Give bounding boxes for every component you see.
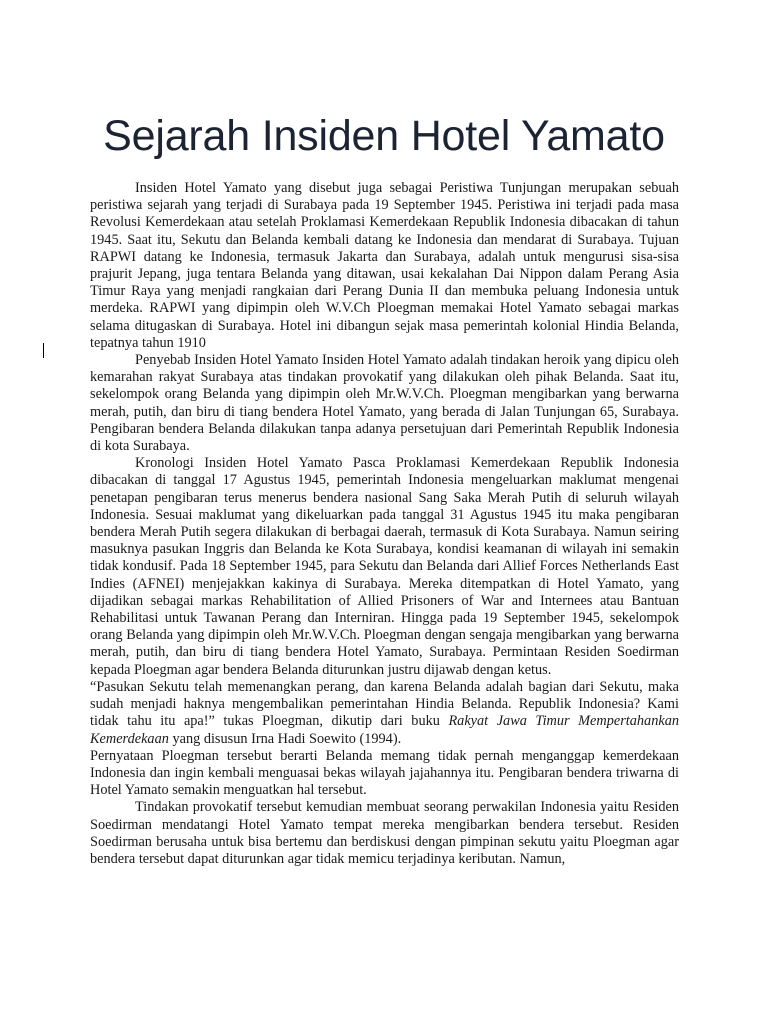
book-title: Rakyat Jawa Timur Mempertahankan Kemerdekaan [90, 713, 679, 747]
paragraph-intro: Insiden Hotel Yamato yang disebut juga sebagai Peristiwa Tunjungan merupakan sebuah peristiwa sejarah yang terjadi di Surabaya pada 19 September 1945. Peristiwa ini terjadi pada masa Revolusi Kemerdekaan atau setelah Proklamasi Kemerdekaan Republik Indonesia dibacakan di tahun 1945. Saat itu, Sekutu dan Belanda kembali datang ke Indonesia dan mendarat di Surabaya. Tujuan RAPWI datang ke Indonesia, termasuk Jakarta dan Surabaya, adalah untuk mengurusi sisa-sisa prajurit Jepang, juga tentara Belanda yang ditawan, usai kekalahan Dai Nippon dalam Perang Asia Timur Raya yang menjadi rangkaian dari Perang Dunia II dan membuka peluang Indonesia untuk merdeka. RAPWI yang dipimpin oleh W.V.Ch Ploegman memakai Hotel Yamato sebagai markas selama ditugaskan di Surabaya. Hotel ini dibangun sejak masa pemerintah kolonial Hindia Belanda, tepatnya tahun 1910 [90, 180, 679, 351]
paragraph-statement: Pernyataan Ploegman tersebut berarti Belanda memang tidak pernah menganggap kemerdekaan Indonesia dan ingin kembali menguasai bekas wilayah jajahannya itu. Pengibaran bendera triwarna di Hotel Yamato semakin menguatkan hal tersebut. [90, 747, 679, 799]
text-cursor [43, 343, 44, 358]
quote-text: “Pasukan Sekutu telah memenangkan perang, dan karena Belanda adalah bagian dari Sekutu, maka sudah menjadi haknya mengembalikan pemerintahan Hindia Belanda. Republik Indonesia? Kami tidak tahu itu apa!” tukas Ploegman, dikutip dari buku [90, 678, 679, 730]
paragraph-chronology: Kronologi Insiden Hotel Yamato Pasca Proklamasi Kemerdekaan Republik Indonesia dibacakan di tanggal 17 Agustus 1945, pemerintah Indonesia mengeluarkan maklumat mengenai penetapan pengibaran terus menerus bendera nasional Sang Saka Merah Putih di seluruh wilayah Indonesia. Sesuai maklumat yang dikeluarkan pada tanggal 31 Agustus 1945 itu maka pengibaran bendera Merah Putih segera dilakukan di berbagai daerah, termasuk di Kota Surabaya. Namun seiring masuknya pasukan Inggris dan Belanda ke Kota Surabaya, kondisi keamanan di wilayah ini semakin tidak kondusif. Pada 18 September 1945, para Sekutu dan Belanda dari Allief Forces Netherlands East Indies (AFNEI) menjejakkan kakinya di Surabaya. Mereka ditempatkan di Hotel Yamato, yang dijadikan sebagai markas Rehabilitation of Allied Prisoners of War and Internees atau Bantuan Rehabilitasi untuk Tawanan Perang dan Interniran. Hingga pada 19 September 1945, sekelompok orang Belanda yang dipimpin oleh Mr.W.V.Ch. Ploegman dengan sengaja mengibarkan yang berwarna merah, putih, dan biru di tiang bendera Hotel Yamato, Surabaya. Permintaan Residen Soedirman kepada Ploegman agar bendera Belanda diturunkan justru dijawab dengan ketus. [90, 455, 679, 678]
page-title: Sejarah Insiden Hotel Yamato [103, 112, 665, 160]
quote-suffix: yang disusun Irna Hadi Soewito (1994). [168, 730, 402, 747]
document-body [90, 180, 679, 868]
paragraph-quote [90, 679, 679, 748]
paragraph-action: Tindakan provokatif tersebut kemudian membuat seorang perwakilan Indonesia yaitu Residen Soedirman mendatangi Hotel Yamato tempat mereka mengibarkan bendera tersebut. Residen Soedirman berusaha untuk bisa bertemu dan berdiskusi dengan pimpinan sekutu yaitu Ploegman agar bendera tersebut dapat diturunkan agar tidak memicu terjadinya keributan. Namun, [90, 799, 679, 867]
paragraph-cause: Penyebab Insiden Hotel Yamato Insiden Hotel Yamato adalah tindakan heroik yang dipicu oleh kemarahan rakyat Surabaya atas tindakan provokatif yang dilakukan oleh pihak Belanda. Saat itu, sekelompok orang Belanda yang dipimpin oleh Mr.W.V.Ch. Ploegman mengibarkan yang berwarna merah, putih, dan biru di tiang bendera Hotel Yamato, yang berada di Jalan Tunjungan 65, Surabaya. Pengibaran bendera Belanda dilakukan tanpa adanya persetujuan dari Pemerintah Republik Indonesia di kota Surabaya. [90, 352, 679, 455]
